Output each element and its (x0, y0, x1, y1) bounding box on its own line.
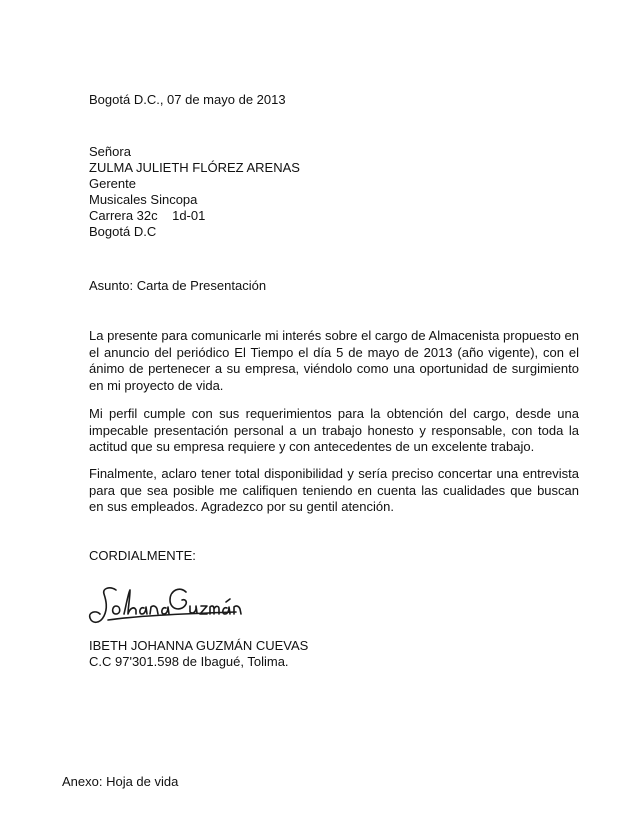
body-paragraph-3: Finalmente, aclaro tener total disponibilidad y sería preciso concertar una entrevista para que sea posible me califiquen teniendo en cuenta las cualidades que buscan en sus empleados. Agradezco por su gentil atención. (89, 466, 579, 514)
recipient-address: Carrera 32c 1d-01 (89, 208, 206, 223)
handwritten-signature (86, 576, 246, 632)
sender-name: IBETH JOHANNA GUZMÁN CUEVAS (89, 638, 309, 653)
recipient-company: Musicales Sincopa (89, 192, 198, 207)
recipient-name: ZULMA JULIETH FLÓREZ ARENAS (89, 160, 300, 175)
sender-id: C.C 97'301.598 de Ibagué, Tolima. (89, 654, 289, 669)
sender-block (89, 638, 308, 670)
date-line: Bogotá D.C., 07 de mayo de 2013 (89, 92, 286, 107)
subject-line: Asunto: Carta de Presentación (89, 278, 267, 293)
closing-line: CORDIALMENTE: (89, 548, 196, 563)
recipient-position: Gerente (89, 176, 136, 191)
recipient-salutation: Señora (89, 144, 131, 159)
body-paragraph-1: La presente para comunicarle mi interés sobre el cargo de Almacenista propuesto en el anuncio del periódico El Tiempo el día 5 de mayo de 2013 (año vigente), con el ánimo de pertenecer a su empresa, viéndolo como una oportunidad de surgimiento en mi proyecto de vida. (89, 328, 579, 393)
body-paragraph-2: Mi perfil cumple con sus requerimientos para la obtención del cargo, desde una impecable presentación personal a un trabajo honesto y responsable, con toda la actitud que su empresa requiere y con antecedentes de un excelente trabajo. (89, 406, 579, 454)
recipient-block (89, 144, 300, 240)
recipient-city: Bogotá D.C (89, 224, 157, 239)
annex-line: Anexo: Hoja de vida (62, 774, 179, 789)
